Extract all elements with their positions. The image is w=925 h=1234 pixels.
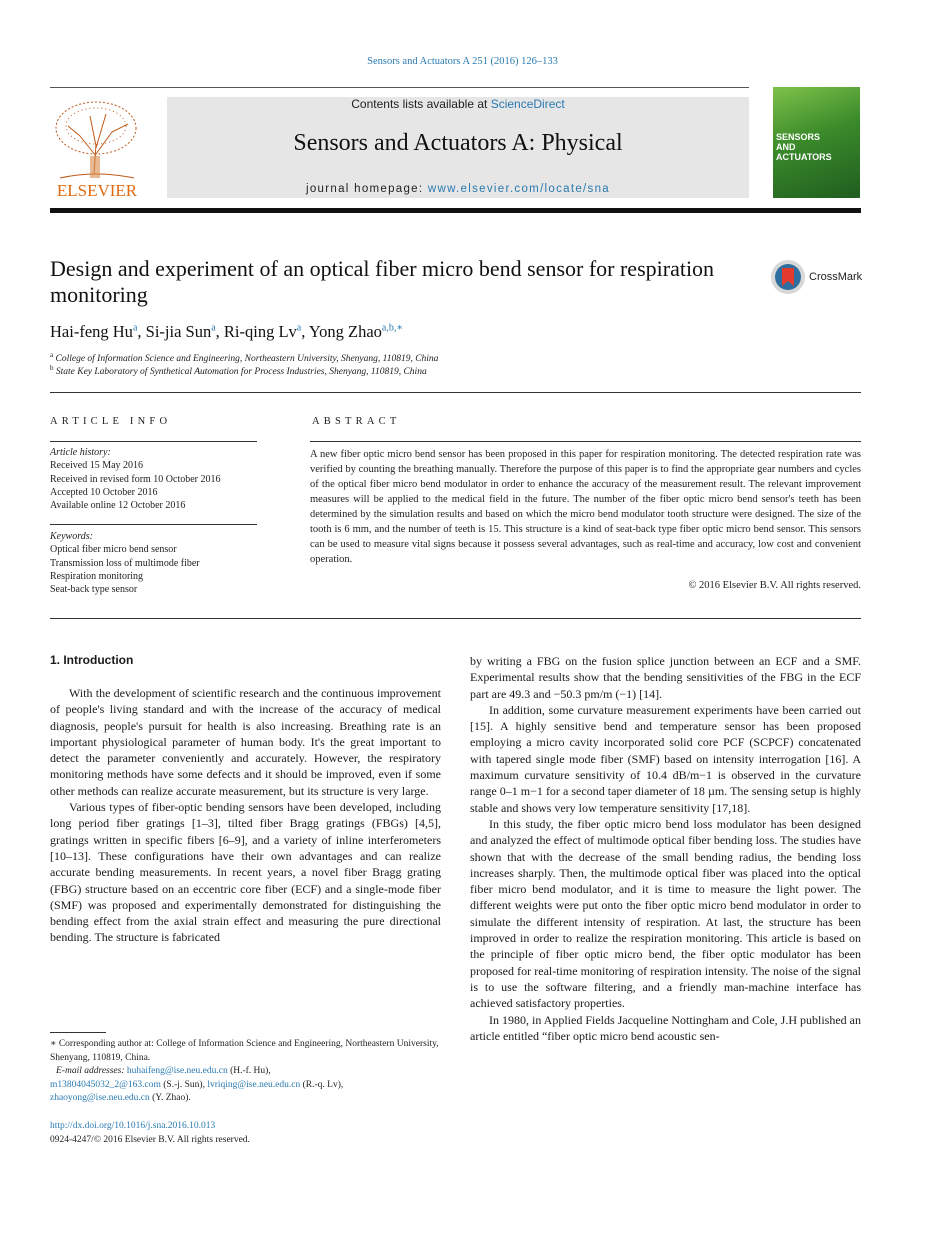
affiliation: $^a$ College of Information Science and Engineering, Northeastern University, Shenyang, 110819, China [50,351,439,365]
section-rule [50,392,861,393]
affiliation: $^b$ State Key Laboratory of Synthetical Automation for Process Industries, Shenyang, 110819, China [50,364,427,378]
history-label: Article history: [50,447,111,458]
doi-block [50,1120,250,1147]
keyword: Seat-back type sensor [50,584,138,596]
history-item: Received 15 May 2016 [50,460,144,472]
abstract-heading: ABSTRACT [312,416,401,427]
abstract-copyright: © 2016 Elsevier B.V. All rights reserved. [688,580,861,591]
keyword: Transmission loss of multimode fiber [50,557,200,569]
section-heading-introduction: 1. Introduction [50,653,134,667]
history-item: Accepted 10 October 2016 [50,486,158,498]
doi-link[interactable]: http://dx.doi.org/10.1016/j.sna.2016.10.013 [50,1121,216,1131]
journal-homepage [167,183,749,195]
email-label: E-mail addresses: [56,1066,125,1076]
article-history [50,446,265,512]
abstract-text: A new fiber optic micro bend sensor has been proposed in this paper for respiration monitoring. The detected respiration rate was verified by counting the breathing manually. Therefore the purpose of this paper is to find the appropriate gear numbers and cycles of the optical fiber micro bend modulator in order to enhance the accuracy of the measurement result. The relevant improvement measures will be applied to the medical field in the future. The number of the fiber optic micro bend sensor's teeth has been determined by the simulation results and based on which the micro bend modulator tooth structure were designed. The size of the tooth is 6 mm, and the number of teeth is 15. This structure is a kind of seat-back type fiber optic micro bend sensor. This sensors can be used to measure vital signs because it possess several advantages, such as real-time and accuracy, low cost and convenient operation. [310,449,861,565]
author[interactable]: Ri-qing Lv$^a$ [223,322,302,341]
email-link[interactable]: m13804045032_2@163.com [50,1079,161,1090]
article-info-heading: ARTICLE INFO [50,416,172,427]
homepage-link[interactable]: www.elsevier.com/locate/sna [427,183,610,195]
sciencedirect-link[interactable]: ScienceDirect [490,97,565,111]
paragraph: In 1980, in Applied Fields Jacqueline Nottingham and Cole, J.H published an article entitled “fiber optic micro bend acoustic sen- [470,1012,861,1043]
elsevier-wordmark: ELSEVIER [56,181,138,198]
paragraph: Various types of fiber-optic bending sensors have been developed, including long period fiber gratings [1–3], tilted fiber Bragg gratings (FBGs) [4,5], gratings written in specific fibers [6–9], and a variety of inline interferometers [10–13]. These configurations have their own advantages and can realize accurate bending measurements. In recent years, a novel fiber Bragg grating (FBG) structure based on an eccentric core fiber (ECF) and a single-mode fiber (SMF) was proposed and experimentally demonstrated for distinguishing the bending effect from the axial strain effect and measuring the pure directional bending. The structure is fabricated [50,800,441,945]
keywords [50,530,265,596]
info-rule [50,524,257,525]
crossmark-badge[interactable] [770,259,806,295]
elsevier-logo[interactable] [50,96,145,198]
crossmark-icon [770,259,806,295]
abstract-rule [310,441,861,442]
homepage-label: journal homepage: [306,183,424,195]
history-item: Received in revised form 10 October 2016 [50,473,221,485]
author[interactable]: Hai-feng Hu$^a$ [50,322,138,341]
email-owner: (R.-q. Lv), [302,1079,344,1090]
issn-line: 0924-4247/© 2016 Elsevier B.V. All rights reserved. [50,1134,250,1145]
paragraph: In addition, some curvature measurement experiments have been carried out [15]. A highly sensitive bend and temperature sensor has been proposed employing a micro cavity incorporated solid core PCF (SCPCF) concatenated with tapered single mode fiber (SMF) based on intensity interrogation [16]. A maximum curvature sensitivity of 10.4 dB/m−1 is observed in the curvature range 0–1 m−1 for a second taper diameter of 18 µm. The sensing setup is highly stable and shows very low temperature sensitivity [17,18]. [470,702,861,815]
author[interactable]: Yong Zhao$^{a,b,∗}$ [308,322,404,341]
header-rule [50,87,749,88]
info-rule [50,441,257,442]
right-column [470,653,861,1044]
paper-title: Design and experiment of an optical fiber micro bend sensor for respiration monitoring [50,256,715,307]
contents-line [167,97,749,111]
journal-citation[interactable]: Sensors and Actuators A 251 (2016) 126–133 [367,56,558,67]
author-list: Hai-feng Hu$^a$, Si-jia Sun$^a$, Ri-qing Lv$^a$, Yong Zhao$^{a,b,∗}$ [50,322,404,341]
contents-prefix: Contents lists available at [351,97,488,111]
email-owner: (Y. Zhao). [152,1093,191,1103]
left-column [50,685,441,946]
journal-cover-title: SENSORS AND ACTUATORS [776,132,832,162]
keyword: Optical fiber micro bend sensor [50,544,177,556]
keywords-label: Keywords: [50,531,93,542]
paragraph: In this study, the fiber optic micro bend loss modulator has been designed and analyzed the effect of multimode optical fiber bending loss. The studies have shown that with the decrease of the small bending radius, the bending loss increases sharply. Then, the multimode optical fiber was placed into the optical fiber micro bend modulator, and it is time to measure the light power. The different weights were put onto the fiber optic micro bend modulator in order to simulate the different intensity of respiration. At last, the structure has been improved in order to realize the respiration monitoring. This article is based on the principle of fiber optic micro bend, the fiber optic modulator has been proposed for real-time monitoring of respiration intensity. The noise of the signal is to use the software filtering, and a friendly man-machine interface has achieved satisfactory properties. [470,816,861,1011]
keyword: Respiration monitoring [50,570,144,582]
corresponding-author-note: ∗ Corresponding author at: College of Information Science and Engineering, Northeastern University, Shenyang, 110819, China. [50,1039,439,1063]
history-item: Available online 12 October 2016 [50,500,186,512]
author[interactable]: Si-jia Sun$^a$ [145,322,216,341]
email-link[interactable]: huhaifeng@ise.neu.edu.cn [126,1066,228,1076]
email-link[interactable]: lvriqing@ise.neu.edu.cn [207,1079,301,1090]
paragraph: With the development of scientific research and the continuous improvement of people's living standard and with the increase of the accuracy of medical diagnosis, people's pursuit for health is also increasing. Breathing rate is an important physiological parameter of human body. It's the great important to detect the parameter conveniently and accurately. However, the respiratory monitoring methods have some defects and it should be improved, even if some other methods can realize accurate measurement, but its structure is very large. [50,686,441,798]
email-owner: (S.-j. Sun), [163,1079,205,1090]
footnote-rule [50,1032,106,1033]
section-rule [50,618,861,619]
journal-title: Sensors and Actuators A: Physical [293,130,623,156]
email-owner: (H.-f. Hu), [230,1066,271,1076]
header-thick-rule [50,208,861,213]
elsevier-tree-icon [50,96,145,198]
email-link[interactable]: zhaoyong@ise.neu.edu.cn [50,1093,150,1103]
paragraph: by writing a FBG on the fusion splice junction between an ECF and a SMF. Experimental results show that the bending sensitivities of the FBG in the ECF part are 49.3 and −50.3 pm/m (−1) [14]. [470,654,861,701]
email-addresses [50,1065,441,1106]
crossmark-label: CrossMark [809,271,863,283]
